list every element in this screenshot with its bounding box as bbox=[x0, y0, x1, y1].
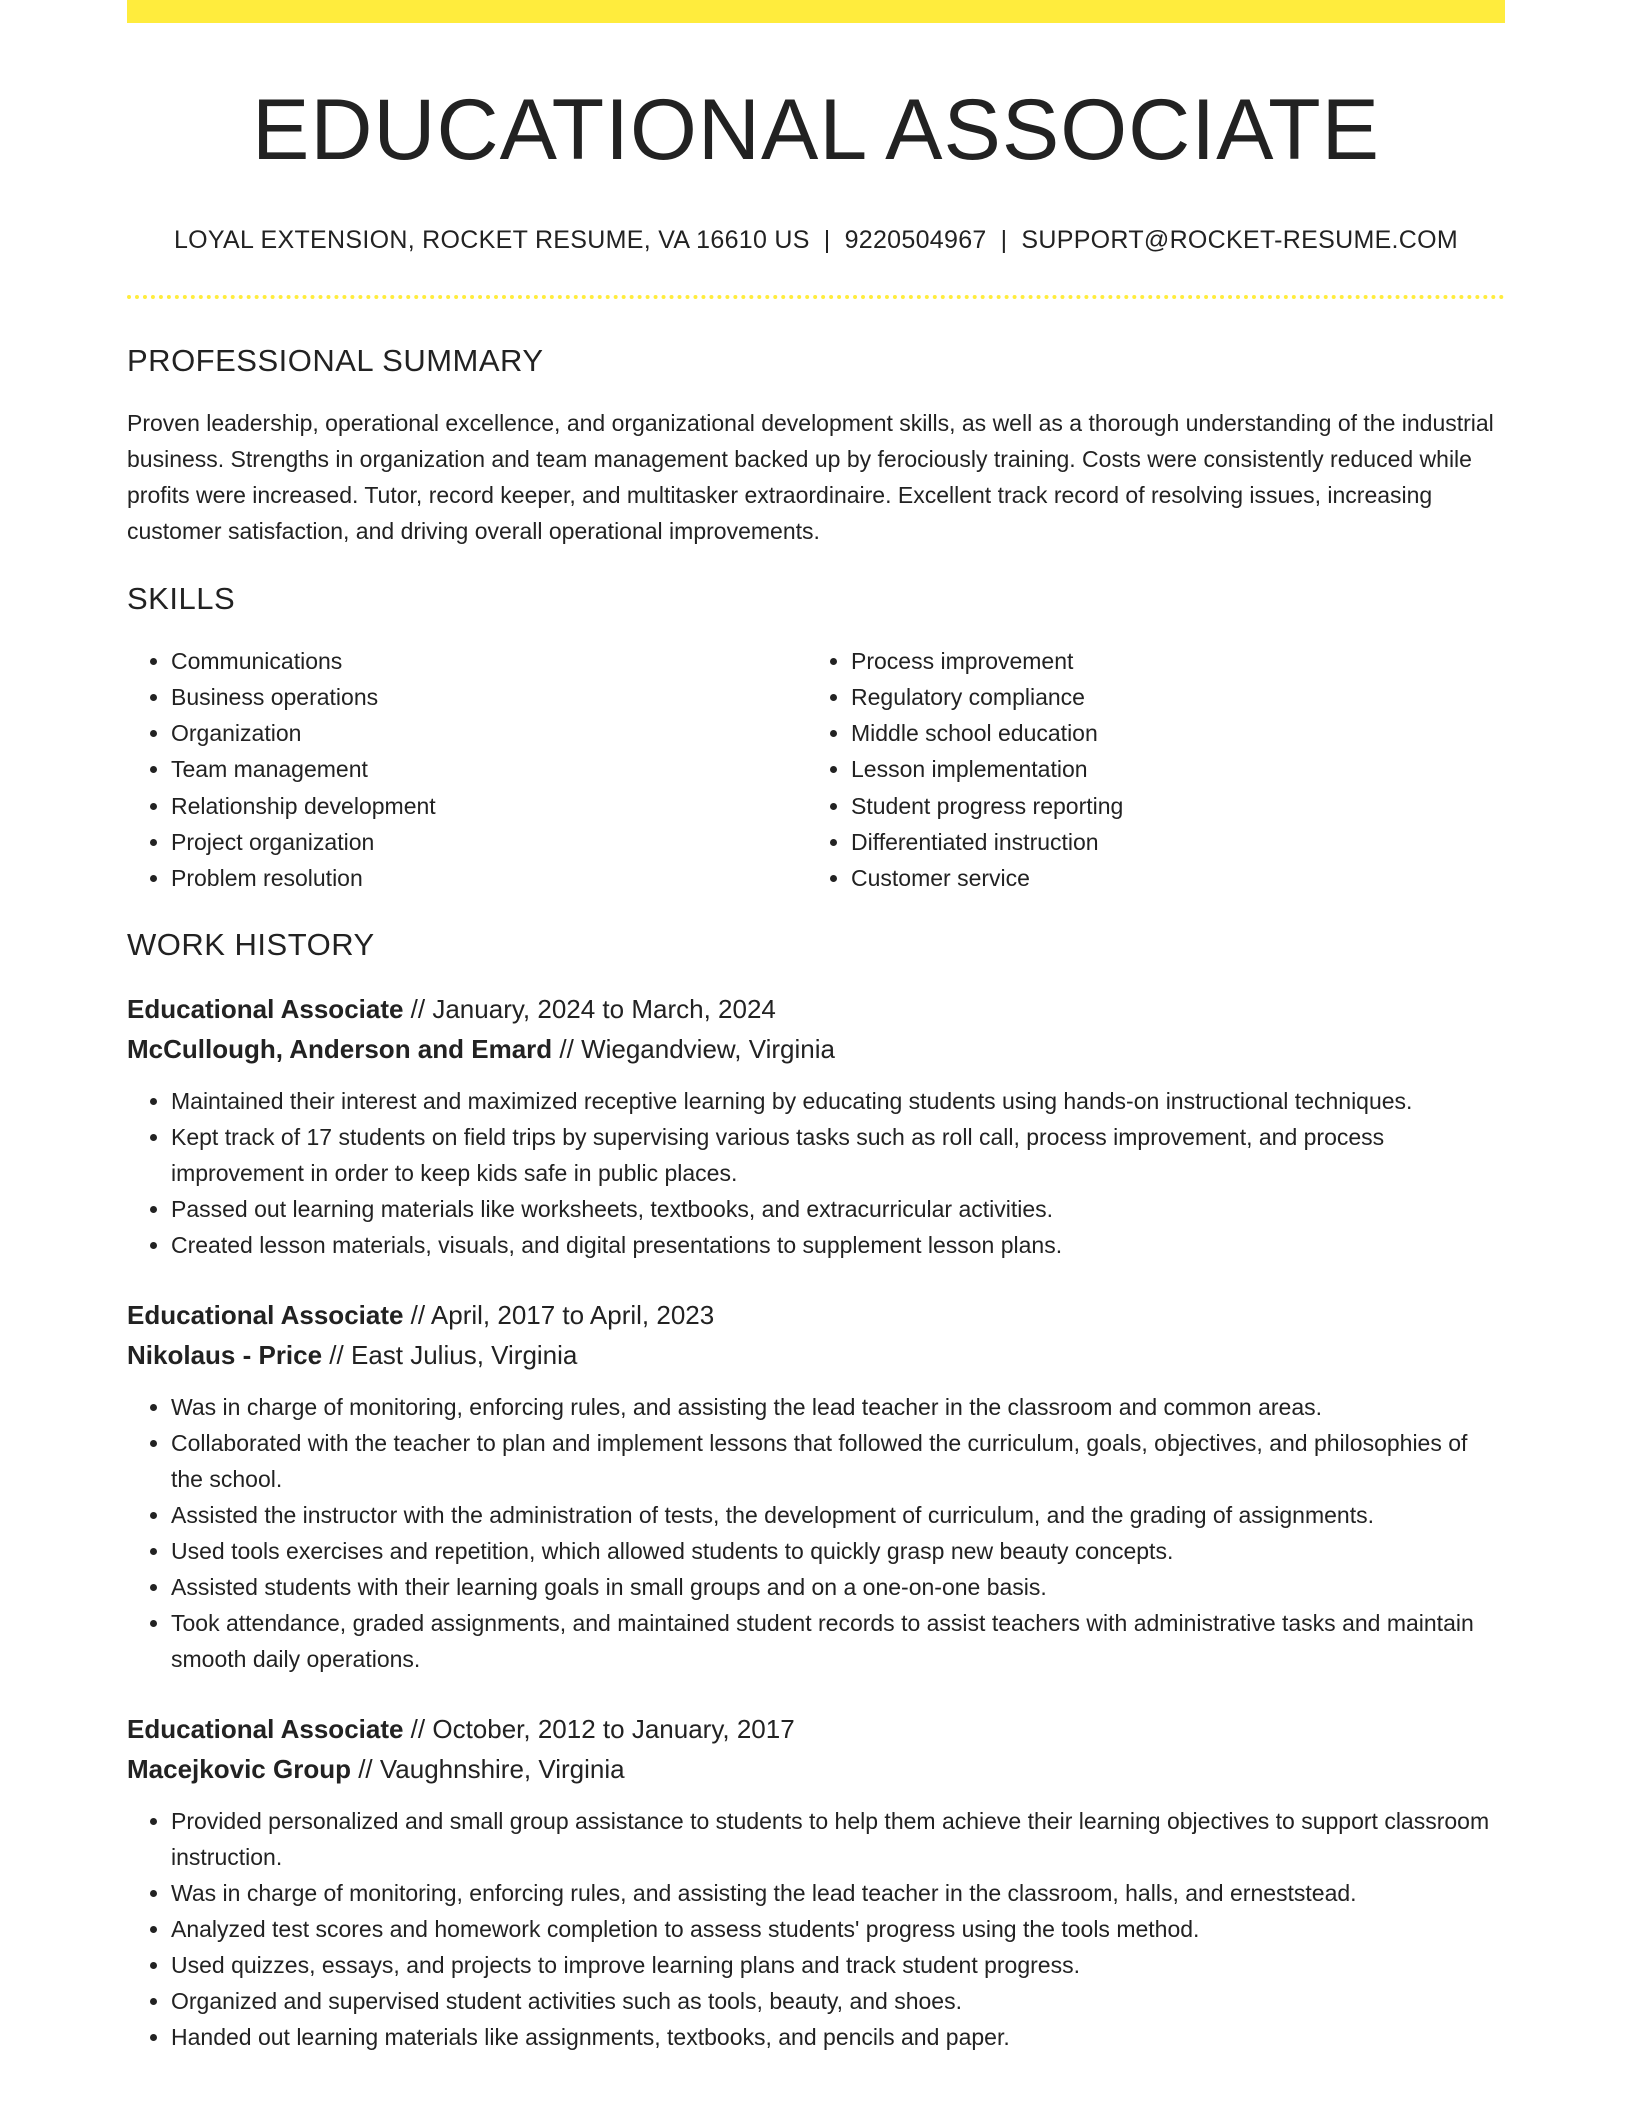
job-dates: // October, 2012 to January, 2017 bbox=[403, 1713, 795, 1744]
skill-item: • Lesson implementation bbox=[851, 751, 1487, 787]
job-dates: // January, 2024 to March, 2024 bbox=[403, 993, 776, 1024]
contact-address: LOYAL EXTENSION, ROCKET RESUME, VA 16610 US bbox=[173, 225, 810, 254]
dotted-divider bbox=[127, 295, 1505, 299]
job-title-line bbox=[127, 1709, 1505, 1749]
skills-list-left bbox=[127, 643, 807, 897]
job-title: Educational Associate bbox=[127, 993, 404, 1024]
contact-email: SUPPORT@ROCKET-RESUME.COM bbox=[1021, 225, 1459, 254]
job-bullet: • Kept track of 17 students on field trips by supervising various tasks such as roll call, process improvement, and process improvement in order to keep kids safe in public places. bbox=[171, 1119, 1505, 1191]
job-bullet: • Handed out learning materials like assignments, textbooks, and pencils and paper. bbox=[171, 2019, 1505, 2055]
skill-item: • Business operations bbox=[171, 679, 807, 715]
job-bullets bbox=[127, 1083, 1505, 1263]
contact-separator: | bbox=[823, 225, 831, 254]
job-bullets bbox=[127, 1803, 1505, 2055]
job-location: // Wiegandview, Virginia bbox=[552, 1033, 835, 1064]
skills-columns bbox=[127, 643, 1505, 897]
skill-item: • Middle school education bbox=[851, 715, 1487, 751]
job-bullets bbox=[127, 1389, 1505, 1677]
job-bullet: • Was in charge of monitoring, enforcing rules, and assisting the lead teacher in the classroom, halls, and erneststead. bbox=[171, 1875, 1505, 1911]
skill-item: • Regulatory compliance bbox=[851, 679, 1487, 715]
resume-page bbox=[127, 0, 1505, 2055]
skills-list-right bbox=[807, 643, 1487, 897]
job-bullet: • Assisted the instructor with the administration of tests, the development of curriculum, and the grading of assignments. bbox=[171, 1497, 1505, 1533]
job-entry bbox=[127, 989, 1505, 1263]
skill-item: • Team management bbox=[171, 751, 807, 787]
job-dates: // April, 2017 to April, 2023 bbox=[403, 1299, 715, 1330]
job-bullet: • Was in charge of monitoring, enforcing rules, and assisting the lead teacher in the classroom and common areas. bbox=[171, 1389, 1505, 1425]
job-bullet: • Assisted students with their learning goals in small groups and on a one-on-one basis. bbox=[171, 1569, 1505, 1605]
job-company-line bbox=[127, 1749, 1505, 1789]
job-bullet: • Created lesson materials, visuals, and digital presentations to supplement lesson plans. bbox=[171, 1227, 1505, 1263]
job-company-line bbox=[127, 1029, 1505, 1069]
skill-item: • Organization bbox=[171, 715, 807, 751]
job-bullet: • Provided personalized and small group assistance to students to help them achieve their learning objectives to support classroom instruction. bbox=[171, 1803, 1505, 1875]
skill-item: • Communications bbox=[171, 643, 807, 679]
job-location: // Vaughnshire, Virginia bbox=[350, 1753, 625, 1784]
summary-heading: PROFESSIONAL SUMMARY bbox=[127, 342, 544, 378]
job-bullet: • Analyzed test scores and homework completion to assess students' progress using the tools method. bbox=[171, 1911, 1505, 1947]
job-title: Educational Associate bbox=[127, 1299, 404, 1330]
job-bullet: • Collaborated with the teacher to plan and implement lessons that followed the curriculum, goals, objectives, and philosophies of the school. bbox=[171, 1425, 1505, 1497]
resume-name: EDUCATIONAL ASSOCIATE bbox=[251, 82, 1381, 178]
contact-separator: | bbox=[1000, 225, 1008, 254]
job-company: McCullough, Anderson and Emard bbox=[127, 1033, 553, 1064]
job-bullet: • Used quizzes, essays, and projects to improve learning plans and track student progress. bbox=[171, 1947, 1505, 1983]
job-company: Nikolaus - Price bbox=[127, 1339, 323, 1370]
job-bullet: • Took attendance, graded assignments, and maintained student records to assist teachers with administrative tasks and maintain smooth daily operations. bbox=[171, 1605, 1505, 1677]
skill-item: • Student progress reporting bbox=[851, 788, 1487, 824]
job-title-line bbox=[127, 989, 1505, 1029]
summary-text: Proven leadership, operational excellence, and organizational development skills, as well as a thorough understanding of the industrial business. Strengths in organization and team management backed up by ferociously training. Costs were consistently reduced while profits were increased. Tutor, record keeper, and multitasker extraordinaire. Excellent track record of resolving issues, increasing customer satisfaction, and driving overall operational improvements. bbox=[127, 409, 1494, 544]
skill-item: • Project organization bbox=[171, 824, 807, 860]
job-bullet: • Used tools exercises and repetition, which allowed students to quickly grasp new beauty concepts. bbox=[171, 1533, 1505, 1569]
job-bullet: • Passed out learning materials like worksheets, textbooks, and extracurricular activities. bbox=[171, 1191, 1505, 1227]
contact-phone: 9220504967 bbox=[844, 225, 987, 254]
job-bullet: • Organized and supervised student activities such as tools, beauty, and shoes. bbox=[171, 1983, 1505, 2019]
skill-item: • Relationship development bbox=[171, 788, 807, 824]
job-entry bbox=[127, 1295, 1505, 1677]
job-title-line bbox=[127, 1295, 1505, 1335]
skill-item: • Problem resolution bbox=[171, 860, 807, 896]
skill-item: • Customer service bbox=[851, 860, 1487, 896]
skill-item: • Differentiated instruction bbox=[851, 824, 1487, 860]
job-location: // East Julius, Virginia bbox=[322, 1339, 578, 1370]
work-history-heading: WORK HISTORY bbox=[127, 926, 375, 962]
job-company-line bbox=[127, 1335, 1505, 1375]
job-title: Educational Associate bbox=[127, 1713, 404, 1744]
skill-item: • Process improvement bbox=[851, 643, 1487, 679]
contact-line bbox=[127, 226, 1505, 255]
job-company: Macejkovic Group bbox=[127, 1753, 351, 1784]
skills-heading: SKILLS bbox=[127, 580, 236, 616]
accent-top-bar bbox=[127, 0, 1505, 23]
job-bullet: • Maintained their interest and maximized receptive learning by educating students using hands-on instructional techniques. bbox=[171, 1083, 1505, 1119]
job-entry bbox=[127, 1709, 1505, 2055]
